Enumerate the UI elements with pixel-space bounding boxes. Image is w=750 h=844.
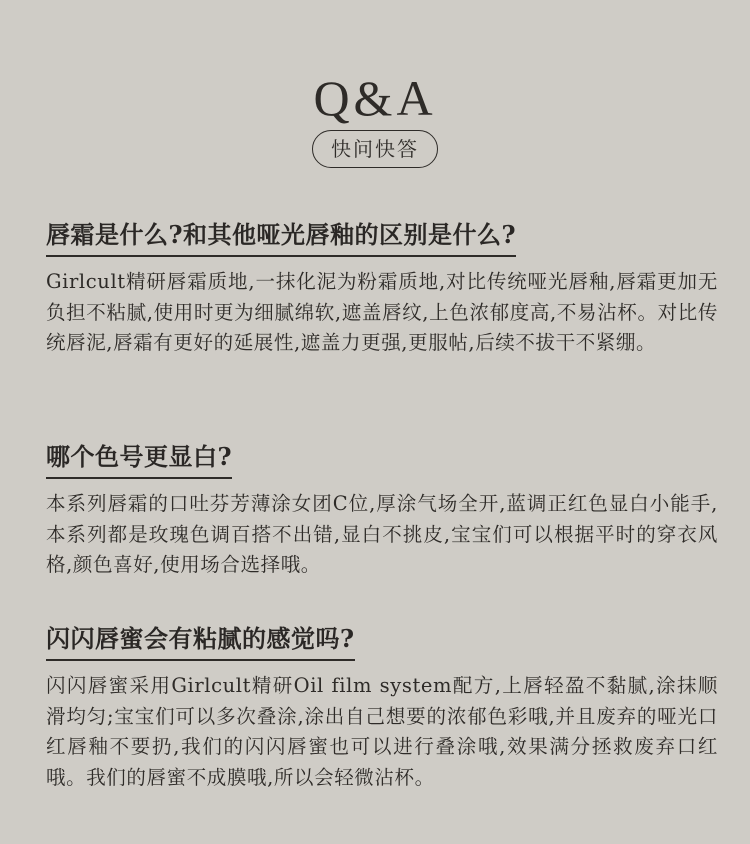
faq-item-2 (46, 440, 718, 581)
faq-answer-3: 闪闪唇蜜采用Girlcult精研Oil film system配方,上唇轻盈不黏腻,涂抹顺滑均匀;宝宝们可以多次叠涂,涂出自己想要的浓郁色彩哦,并且废弃的哑光口红唇釉不要扔,我们的闪闪唇蜜也可以进行叠涂哦,效果满分拯救废弃口红哦。我们的唇蜜不成膜哦,所以会轻微沾杯。 (46, 674, 718, 789)
qa-header (0, 70, 750, 168)
faq-question-1: 唇霜是什么?和其他哑光唇釉的区别是什么? (46, 218, 516, 257)
faq-answer-1: Girlcult精研唇霜质地,一抹化泥为粉霜质地,对比传统哑光唇釉,唇霜更加无负担不粘腻,使用时更为细腻绵软,遮盖唇纹,上色浓郁度高,不易沾杯。对比传统唇泥,唇霜有更好的延展性,遮盖力更强,更服帖,后续不拔干不紧绷。 (46, 270, 718, 354)
faq-question-2: 哪个色号更显白? (46, 440, 232, 479)
subtitle-pill: 快问快答 (312, 130, 438, 168)
qa-title: Q&A (313, 70, 437, 126)
faq-answer-2: 本系列唇霜的口吐芬芳薄涂女团C位,厚涂气场全开,蓝调正红色显白小能手,本系列都是玫瑰色调百搭不出错,显白不挑皮,宝宝们可以根据平时的穿衣风格,颜色喜好,使用场合选择哦。 (46, 492, 718, 576)
faq-item-3 (46, 622, 718, 793)
faq-question-3: 闪闪唇蜜会有粘腻的感觉吗? (46, 622, 355, 661)
faq-item-1 (46, 218, 718, 359)
